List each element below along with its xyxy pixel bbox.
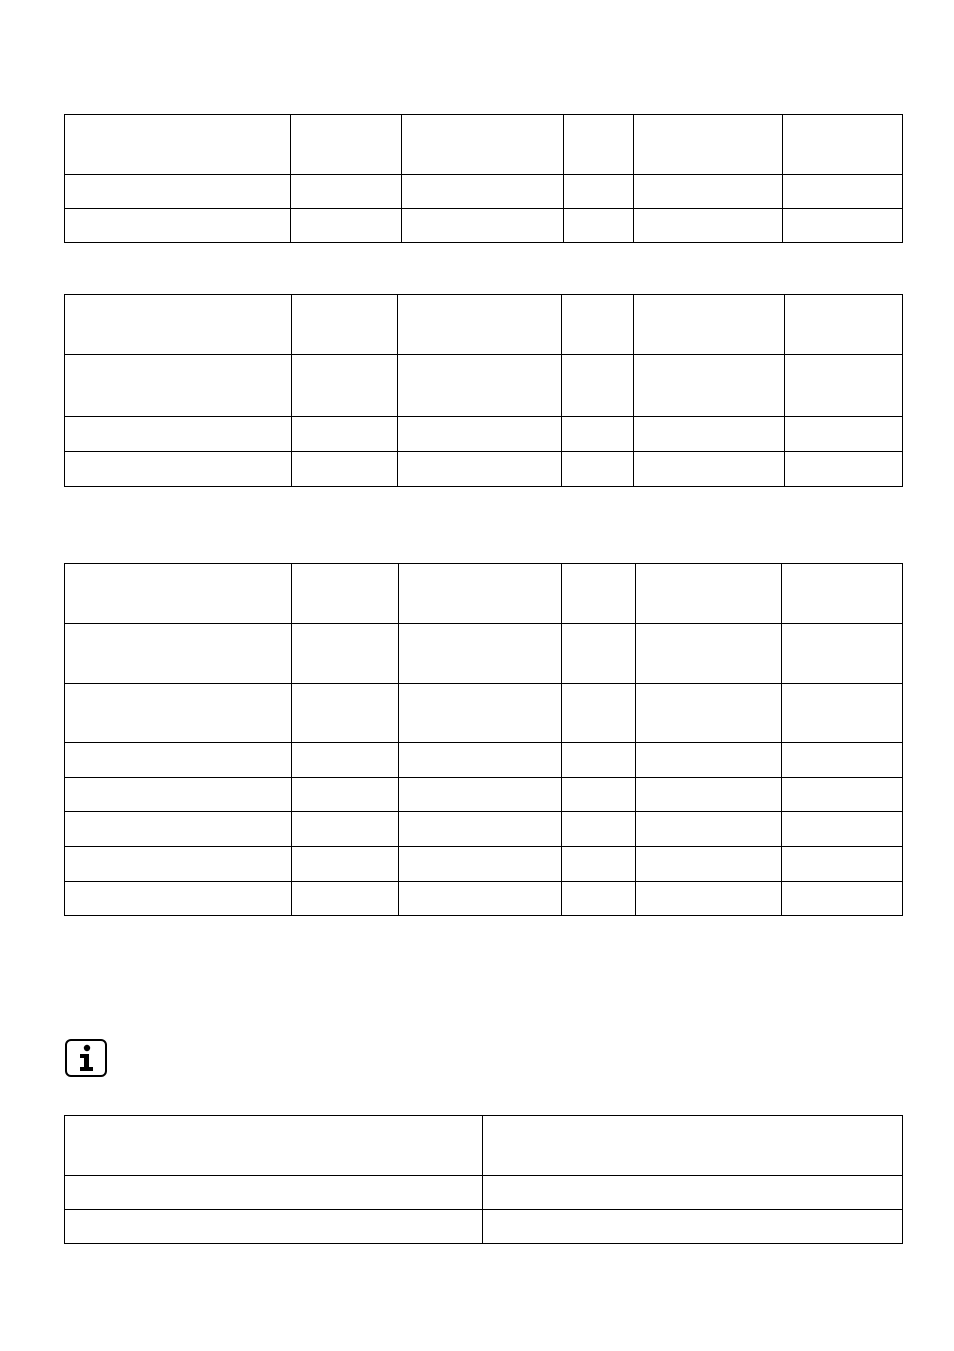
table-row bbox=[65, 624, 903, 684]
table-cell bbox=[65, 1210, 483, 1244]
table-row bbox=[65, 564, 903, 624]
table-cell bbox=[292, 564, 399, 624]
table-cell bbox=[483, 1176, 903, 1210]
table-cell bbox=[399, 882, 562, 916]
table-cell bbox=[399, 812, 562, 847]
table-cell bbox=[782, 778, 903, 812]
table-cell bbox=[292, 624, 399, 684]
table-cell bbox=[636, 778, 782, 812]
table-cell bbox=[562, 355, 634, 417]
table-2 bbox=[64, 294, 903, 487]
table-cell bbox=[785, 452, 903, 487]
table-3 bbox=[64, 563, 903, 916]
table-cell bbox=[399, 564, 562, 624]
table-cell bbox=[562, 684, 636, 743]
table-cell bbox=[562, 452, 634, 487]
table-cell bbox=[65, 295, 292, 355]
table-cell bbox=[65, 684, 292, 743]
table-cell bbox=[782, 743, 903, 778]
table-cell bbox=[399, 778, 562, 812]
table-row bbox=[65, 295, 903, 355]
table-row bbox=[65, 812, 903, 847]
info-icon-glyph bbox=[67, 1041, 105, 1075]
table-row bbox=[65, 1210, 903, 1244]
table-row bbox=[65, 115, 903, 175]
table-cell bbox=[782, 847, 903, 882]
table-cell bbox=[65, 209, 291, 243]
table-cell bbox=[398, 355, 562, 417]
table-cell bbox=[634, 417, 785, 452]
table-row bbox=[65, 417, 903, 452]
table-cell bbox=[634, 295, 785, 355]
table-cell bbox=[292, 684, 399, 743]
table-cell bbox=[292, 355, 398, 417]
table-cell bbox=[782, 684, 903, 743]
table-cell bbox=[782, 564, 903, 624]
table-cell bbox=[65, 882, 292, 916]
table-cell bbox=[483, 1116, 903, 1176]
table-cell bbox=[399, 847, 562, 882]
table-cell bbox=[634, 452, 785, 487]
table-row bbox=[65, 209, 903, 243]
table-cell bbox=[65, 778, 292, 812]
table-cell bbox=[636, 812, 782, 847]
table-cell bbox=[562, 417, 634, 452]
table-cell bbox=[402, 115, 564, 175]
table-cell bbox=[785, 417, 903, 452]
table-cell bbox=[636, 882, 782, 916]
table-cell bbox=[292, 417, 398, 452]
table-cell bbox=[562, 882, 636, 916]
table-cell bbox=[292, 295, 398, 355]
table-cell bbox=[398, 295, 562, 355]
table-cell bbox=[783, 115, 903, 175]
table-cell bbox=[634, 209, 783, 243]
table-cell bbox=[292, 812, 399, 847]
table-cell bbox=[634, 115, 783, 175]
table-cell bbox=[782, 624, 903, 684]
table-row bbox=[65, 175, 903, 209]
table-cell bbox=[782, 812, 903, 847]
table-cell bbox=[291, 115, 402, 175]
table-cell bbox=[399, 743, 562, 778]
table-cell bbox=[65, 115, 291, 175]
table-row bbox=[65, 355, 903, 417]
table-cell bbox=[65, 1176, 483, 1210]
table-cell bbox=[562, 743, 636, 778]
table-cell bbox=[402, 175, 564, 209]
table-cell bbox=[783, 209, 903, 243]
table-row bbox=[65, 1116, 903, 1176]
table-cell bbox=[65, 355, 292, 417]
table-cell bbox=[399, 624, 562, 684]
table-cell bbox=[291, 209, 402, 243]
table-cell bbox=[564, 175, 634, 209]
table-cell bbox=[398, 417, 562, 452]
table-cell bbox=[292, 452, 398, 487]
table-cell bbox=[402, 209, 564, 243]
table-cell bbox=[783, 175, 903, 209]
table-cell bbox=[634, 175, 783, 209]
table-row bbox=[65, 452, 903, 487]
table-cell bbox=[65, 743, 292, 778]
table-cell bbox=[65, 1116, 483, 1176]
table-cell bbox=[636, 847, 782, 882]
table-cell bbox=[782, 882, 903, 916]
table-cell bbox=[785, 295, 903, 355]
table-cell bbox=[636, 564, 782, 624]
info-icon bbox=[65, 1039, 107, 1077]
table-cell bbox=[398, 452, 562, 487]
table-cell bbox=[634, 355, 785, 417]
table-cell bbox=[291, 175, 402, 209]
table-cell bbox=[65, 847, 292, 882]
table-cell bbox=[636, 624, 782, 684]
table-cell bbox=[65, 624, 292, 684]
table-row bbox=[65, 1176, 903, 1210]
table-cell bbox=[292, 743, 399, 778]
table-4 bbox=[64, 1115, 903, 1244]
table-cell bbox=[636, 684, 782, 743]
table-cell bbox=[562, 295, 634, 355]
table-cell bbox=[292, 882, 399, 916]
table-cell bbox=[483, 1210, 903, 1244]
table-cell bbox=[65, 417, 292, 452]
table-cell bbox=[292, 847, 399, 882]
table-cell bbox=[564, 115, 634, 175]
table-1 bbox=[64, 114, 903, 243]
table-cell bbox=[292, 778, 399, 812]
table-cell bbox=[636, 743, 782, 778]
table-cell bbox=[65, 452, 292, 487]
table-cell bbox=[399, 684, 562, 743]
table-cell bbox=[65, 812, 292, 847]
table-cell bbox=[562, 564, 636, 624]
table-cell bbox=[785, 355, 903, 417]
table-row bbox=[65, 684, 903, 743]
table-row bbox=[65, 778, 903, 812]
table-row bbox=[65, 847, 903, 882]
table-row bbox=[65, 743, 903, 778]
table-cell bbox=[65, 175, 291, 209]
table-cell bbox=[562, 778, 636, 812]
table-cell bbox=[65, 564, 292, 624]
table-cell bbox=[564, 209, 634, 243]
table-cell bbox=[562, 624, 636, 684]
table-cell bbox=[562, 847, 636, 882]
table-cell bbox=[562, 812, 636, 847]
table-row bbox=[65, 882, 903, 916]
